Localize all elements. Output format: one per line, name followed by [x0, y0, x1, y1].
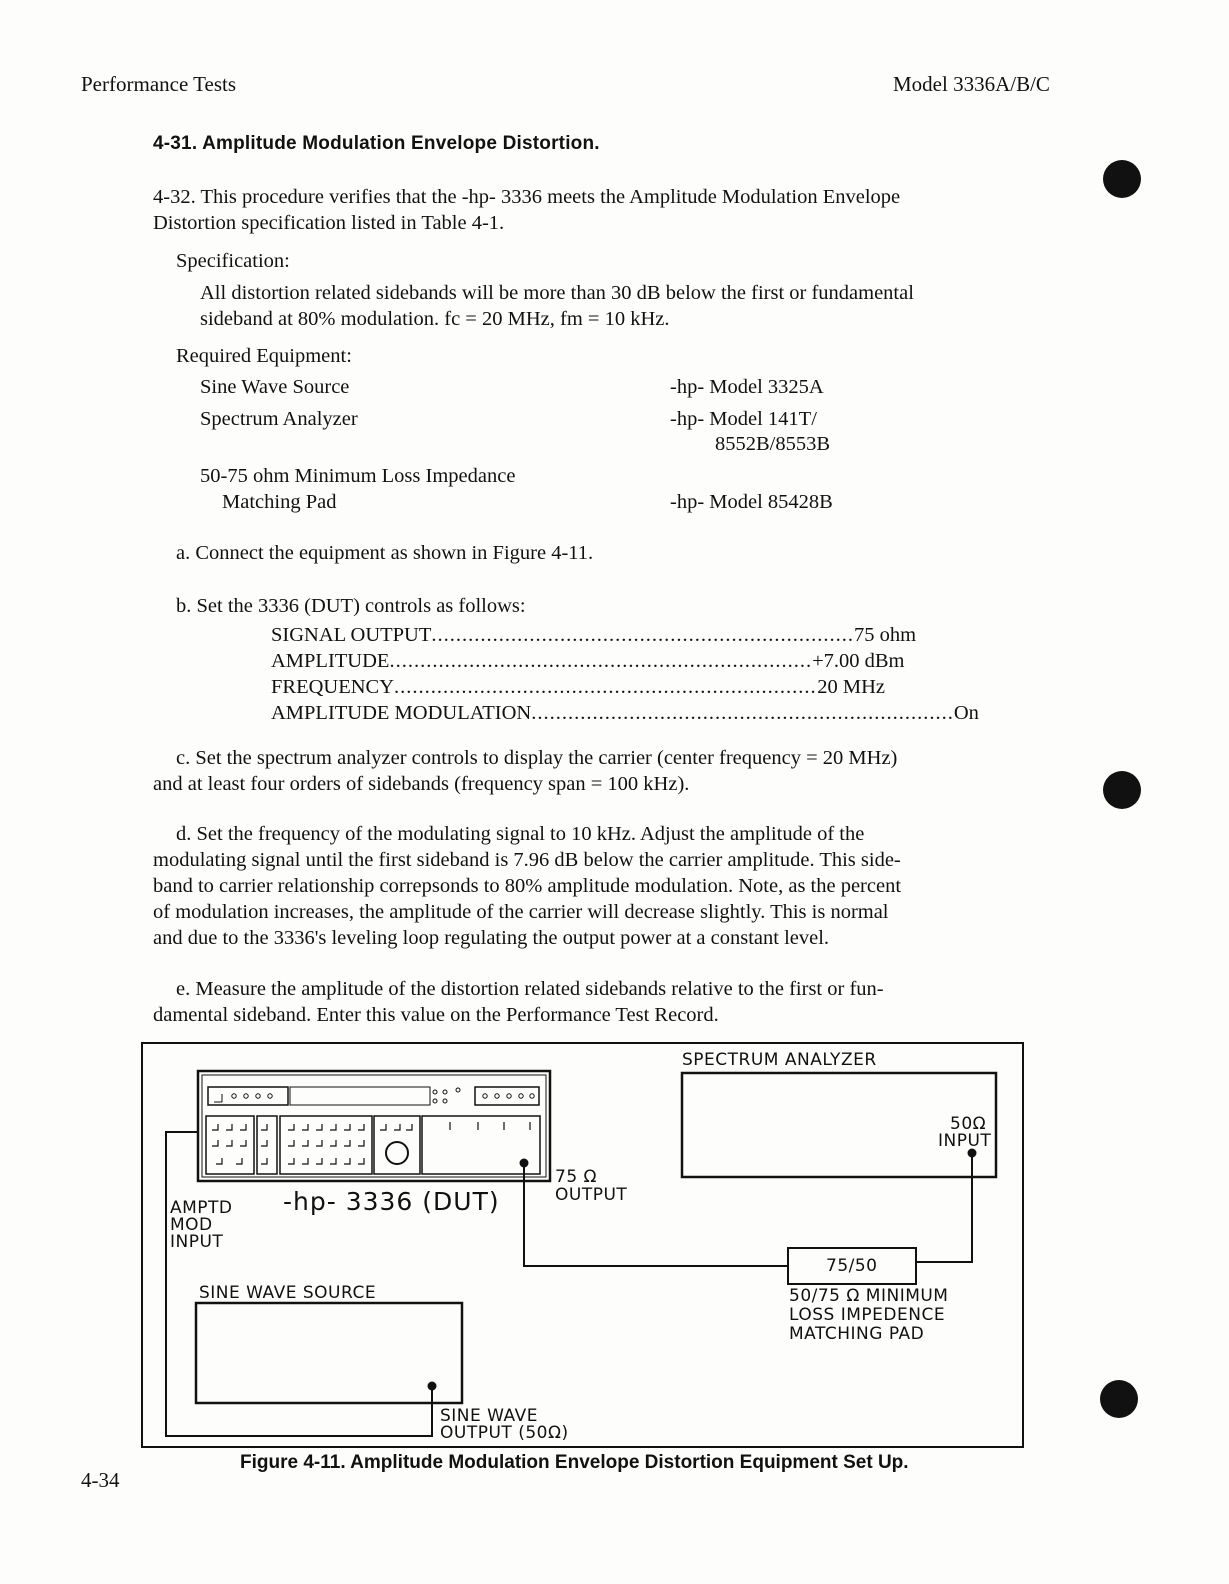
- intro-line-1: 4-32. This procedure verifies that the -hp- 3336 meets the Amplitude Modulation Envelope: [153, 186, 901, 208]
- binder-hole: [1100, 1380, 1138, 1418]
- step-d-line-3: band to carrier relationship correpsonds to 80% amplitude modulation. Note, as the percent: [153, 875, 902, 897]
- figure-caption: Figure 4-11. Amplitude Modulation Envelope Distortion Equipment Set Up.: [240, 1452, 909, 1473]
- label-sine-output-1: SINE WAVE: [440, 1406, 538, 1426]
- step-d-line-5: and due to the 3336's leveling loop regulating the output power at a constant level.: [153, 927, 830, 949]
- required-equipment-label: Required Equipment:: [176, 345, 352, 367]
- spec-line-1: All distortion related sidebands will be more than 30 dB below the first or fundamental: [200, 282, 914, 304]
- label-sine-output-2: OUTPUT (50Ω): [440, 1423, 569, 1443]
- equipment-name: Sine Wave Source: [200, 376, 350, 398]
- label-ampt-mod-1: AMPTD: [170, 1198, 233, 1218]
- step-b: b. Set the 3336 (DUT) controls as follows:: [176, 595, 526, 617]
- label-ampt-mod-3: INPUT: [170, 1232, 224, 1252]
- spec-line-2: sideband at 80% modulation. fc = 20 MHz, fm = 10 kHz.: [200, 308, 670, 330]
- running-header-right: Model 3336A/B/C: [893, 72, 1050, 96]
- figure-4-11-diagram: [140, 1040, 1026, 1452]
- cable-pad-to-analyzer: [917, 1153, 972, 1262]
- equipment-model: -hp- Model 3325A: [670, 376, 824, 398]
- setting-value: On: [953, 702, 979, 724]
- binder-hole: [1103, 160, 1141, 198]
- equipment-name: Spectrum Analyzer: [200, 408, 358, 430]
- setting-value: +7.00 dBm: [812, 650, 905, 672]
- label-sine-source: SINE WAVE SOURCE: [199, 1283, 377, 1303]
- spectrum-analyzer-box: [682, 1073, 996, 1177]
- settings-row: [271, 700, 979, 726]
- step-c-line-1: c. Set the spectrum analyzer controls to display the carrier (center frequency = 20 MHz): [176, 747, 898, 769]
- step-d-line-4: of modulation increases, the amplitude of the carrier will decrease slightly. This is normal: [153, 901, 889, 923]
- figure-frame: [142, 1043, 1023, 1447]
- leader-dots: .....................................................................: [389, 650, 813, 672]
- binder-hole: [1103, 771, 1141, 809]
- equipment-name: 50-75 ohm Minimum Loss Impedance: [200, 465, 516, 487]
- equipment-name-cont: Matching Pad: [222, 491, 337, 513]
- label-output: OUTPUT: [555, 1185, 628, 1205]
- settings-row: [271, 674, 885, 700]
- equipment-model-cont: 8552B/8553B: [715, 433, 831, 455]
- setting-value: 20 MHz: [817, 676, 885, 698]
- sine-output-terminal: [428, 1382, 437, 1391]
- step-d-line-1: d. Set the frequency of the modulating signal to 10 kHz. Adjust the amplitude of the: [176, 823, 865, 845]
- label-pad-desc-2: LOSS IMPEDENCE: [789, 1305, 946, 1325]
- setting-label: SIGNAL OUTPUT: [271, 624, 432, 646]
- setting-label: FREQUENCY: [271, 676, 395, 698]
- spec-label: Specification:: [176, 250, 290, 272]
- running-header-left: Performance Tests: [81, 72, 237, 96]
- label-ampt-mod-2: MOD: [170, 1215, 213, 1235]
- leader-dots: .....................................................................: [531, 702, 954, 724]
- settings-list: [271, 622, 979, 726]
- label-pad-desc-1: 50/75 Ω MINIMUM: [789, 1286, 949, 1306]
- step-e-line-1: e. Measure the amplitude of the distortion related sidebands relative to the first or fun-: [176, 978, 884, 1000]
- label-pad-desc-3: MATCHING PAD: [789, 1324, 925, 1344]
- setting-label: AMPLITUDE MODULATION: [271, 702, 532, 724]
- label-spectrum-analyzer: SPECTRUM ANALYZER: [682, 1050, 877, 1070]
- label-analyzer-impedance: 50Ω: [950, 1114, 987, 1134]
- leader-dots: .....................................................................: [431, 624, 855, 646]
- step-c-line-2: and at least four orders of sidebands (frequency span = 100 kHz).: [153, 773, 690, 795]
- intro-line-2: Distortion specification listed in Table 4-1.: [153, 212, 505, 234]
- dut-instrument: [198, 1071, 550, 1181]
- label-pad-ratio: 75/50: [826, 1256, 878, 1276]
- step-e-line-2: damental sideband. Enter this value on the Performance Test Record.: [153, 1004, 719, 1026]
- setting-value: 75 ohm: [854, 624, 917, 646]
- step-d-line-2: modulating signal until the first sideband is 7.96 dB below the carrier amplitude. This side-: [153, 849, 901, 871]
- label-output-impedance: 75 Ω: [555, 1167, 598, 1187]
- settings-row: [271, 648, 905, 674]
- page-number: 4-34: [81, 1468, 120, 1492]
- setting-label: AMPLITUDE: [271, 650, 390, 672]
- label-dut: -hp- 3336 (DUT): [283, 1187, 500, 1216]
- equipment-model: -hp- Model 85428B: [670, 491, 833, 513]
- leader-dots: .....................................................................: [394, 676, 817, 698]
- step-a: a. Connect the equipment as shown in Figure 4-11.: [176, 542, 594, 564]
- equipment-model: -hp- Model 141T/: [670, 408, 817, 430]
- settings-row: [271, 622, 917, 648]
- section-title: 4-31. Amplitude Modulation Envelope Distortion.: [153, 133, 600, 154]
- label-analyzer-input: INPUT: [938, 1131, 992, 1151]
- sine-wave-source-box: [196, 1303, 462, 1403]
